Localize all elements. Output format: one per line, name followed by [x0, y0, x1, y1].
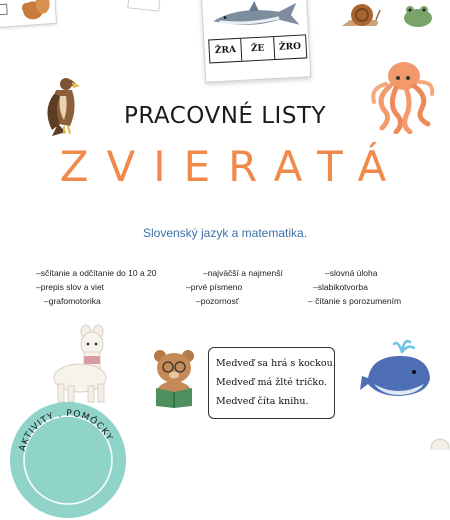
worksheet-thumbnail-left	[0, 0, 57, 28]
squirrel-icon	[0, 0, 56, 27]
lamb-icon	[428, 436, 450, 450]
topic-item: –slabikotvorba	[313, 282, 368, 292]
subtitle: Slovenský jazyk a matematika.	[142, 226, 308, 240]
shark-icon	[208, 0, 302, 35]
syllable-cell: ŽRO	[278, 41, 302, 53]
reading-sentence: Medveď číta knihu.	[216, 396, 309, 407]
topic-item: –slovná úloha	[325, 268, 378, 278]
reading-box	[208, 347, 335, 419]
worksheet-thumbnail-corner	[127, 0, 160, 12]
llama-icon	[46, 322, 116, 406]
frog-icon	[398, 0, 438, 30]
topic-item: –pozornosť	[196, 296, 239, 306]
reading-sentence: Medveď má žlté tričko.	[216, 377, 327, 388]
theme-title: ZVIERATÁ	[59, 142, 405, 191]
reading-sentence: Medveď sa hrá s kockou.	[216, 358, 336, 369]
brand-badge	[8, 400, 128, 520]
syllable-row	[208, 34, 307, 63]
syllable-cell: ŽRA	[209, 39, 242, 63]
snail-icon	[340, 2, 384, 30]
syllable-cell: ŽE	[242, 37, 275, 61]
topic-item: –sčítanie a odčítanie do 10 a 20	[36, 268, 157, 278]
bear-reading-icon	[148, 348, 200, 410]
topic-item: –grafomotorika	[44, 296, 101, 306]
whale-icon	[358, 334, 440, 402]
topic-item: –prepis slov a viet	[36, 282, 105, 292]
page-title: PRACOVNÉ LISTY	[123, 103, 327, 129]
worksheet-preview	[201, 0, 312, 83]
topic-item: –prvé písmeno	[186, 282, 243, 292]
topic-item: – čítanie s porozumením	[308, 296, 402, 306]
badge-text: AKTIVITY . POMÔCKY	[17, 408, 115, 453]
topic-item: –najväčší a najmenší	[203, 268, 283, 278]
